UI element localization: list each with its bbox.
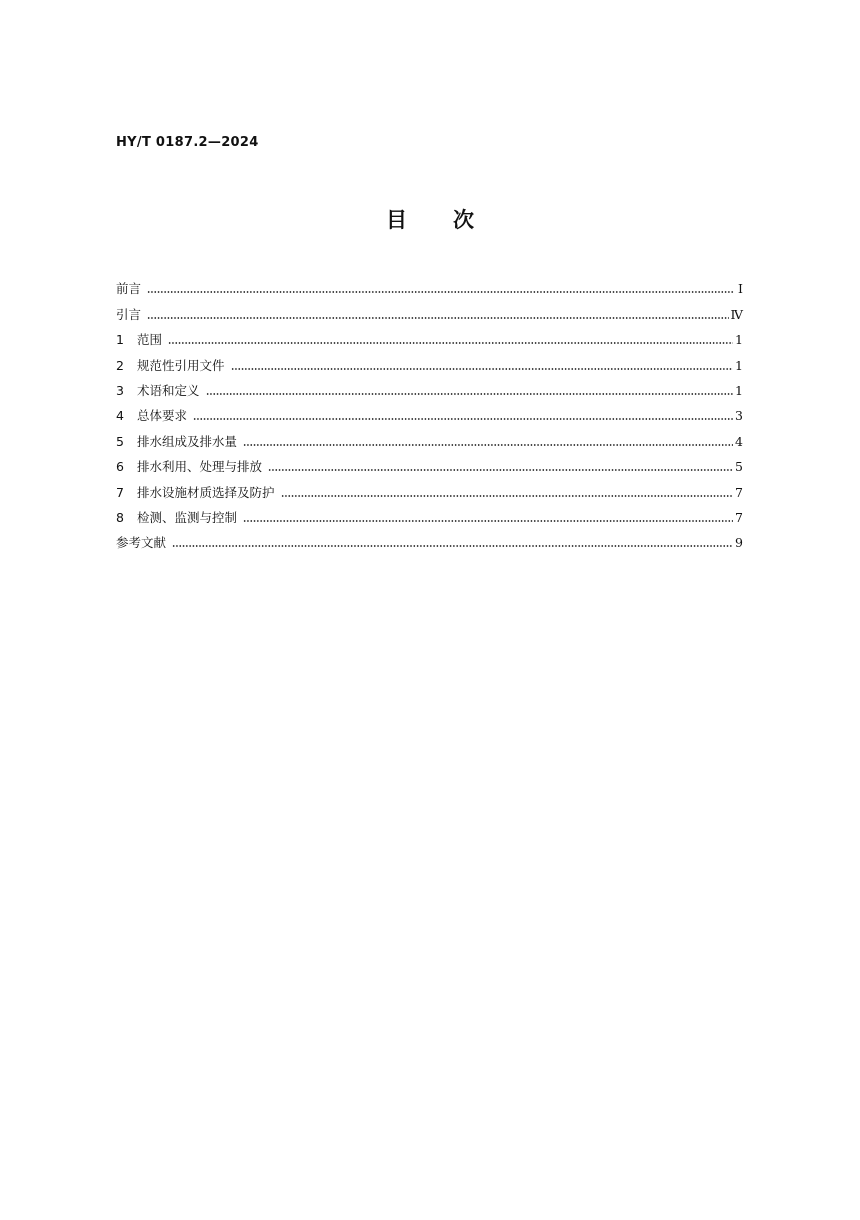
toc-entry-page: 1 (735, 382, 743, 398)
page-title-part2: 次 (453, 208, 474, 232)
toc-leader (147, 316, 728, 320)
toc-entry-7[interactable] (116, 476, 743, 501)
table-of-contents (116, 273, 743, 552)
toc-entry-foreword[interactable] (116, 273, 743, 298)
standard-number: HY/T 0187.2—2024 (116, 135, 259, 150)
toc-entry-number: 4 (116, 408, 124, 424)
toc-entry-page: Ⅳ (730, 306, 743, 322)
toc-entry-title: 排水组成及排水量 (137, 433, 238, 449)
toc-entry-references[interactable] (116, 527, 743, 552)
page-title-part1: 目 (386, 208, 407, 232)
toc-entry-title: 规范性引用文件 (137, 357, 225, 373)
toc-entry-number: 3 (116, 382, 124, 398)
toc-entry-number: 2 (116, 357, 124, 373)
toc-leader (147, 290, 734, 294)
toc-entry-page: 9 (735, 535, 743, 551)
toc-entry-introduction[interactable] (116, 298, 743, 323)
toc-entry-4[interactable] (116, 400, 743, 425)
toc-entry-page: Ⅰ (738, 281, 743, 297)
toc-leader (281, 494, 734, 498)
toc-entry-number: 5 (116, 433, 124, 449)
toc-entry-page: 7 (735, 509, 743, 525)
toc-entry-number: 8 (116, 509, 124, 525)
toc-entry-3[interactable] (116, 375, 743, 400)
toc-entry-page: 7 (735, 484, 743, 500)
toc-entry-page: 4 (735, 433, 743, 449)
toc-entry-title: 排水设施材质选择及防护 (137, 484, 275, 500)
toc-entry-2[interactable] (116, 349, 743, 374)
toc-leader (172, 544, 733, 548)
toc-entry-number: 1 (116, 332, 124, 348)
toc-entry-title: 前言 (116, 281, 142, 297)
toc-leader (268, 468, 733, 472)
toc-leader (243, 443, 733, 447)
toc-entry-title: 范围 (137, 332, 163, 348)
toc-entry-1[interactable] (116, 324, 743, 349)
toc-entry-title: 排水利用、处理与排放 (137, 459, 263, 475)
toc-leader (193, 417, 733, 421)
toc-leader (168, 341, 733, 345)
toc-entry-number: 7 (116, 484, 124, 500)
toc-entry-title: 术语和定义 (137, 382, 200, 398)
toc-entry-5[interactable] (116, 425, 743, 450)
toc-entry-8[interactable] (116, 502, 743, 527)
toc-entry-page: 3 (735, 408, 743, 424)
toc-leader (231, 367, 734, 371)
toc-entry-number: 6 (116, 459, 124, 475)
toc-entry-title: 引言 (116, 306, 142, 322)
toc-entry-page: 5 (735, 459, 743, 475)
toc-leader (243, 519, 733, 523)
toc-entry-page: 1 (735, 357, 743, 373)
toc-entry-title: 检测、监测与控制 (137, 509, 238, 525)
toc-leader (206, 392, 734, 396)
toc-entry-title: 总体要求 (137, 408, 188, 424)
page-title (0, 205, 860, 235)
toc-entry-title: 参考文献 (116, 535, 167, 551)
toc-entry-page: 1 (735, 332, 743, 348)
toc-entry-6[interactable] (116, 451, 743, 476)
